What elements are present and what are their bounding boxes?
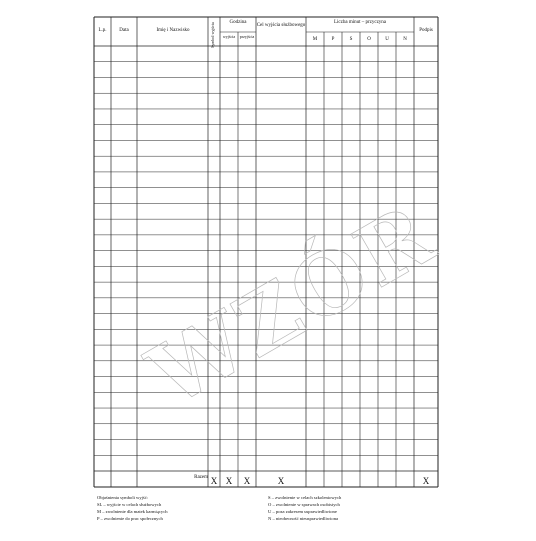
header-hours: Godzina	[229, 20, 247, 25]
header-code-m: M	[312, 37, 318, 42]
header-exit: wyjścia	[222, 34, 236, 39]
legend-right-3: U – poza zakresem usprawiedliwione	[268, 509, 337, 514]
total-label: Razem	[194, 475, 208, 480]
header-purpose: Cel wyjścia służbowego	[256, 23, 306, 28]
header-code-s: S	[349, 37, 353, 42]
header-name: Imię i Nazwisko	[156, 28, 190, 33]
legend-left-2: M – zwolnienie dla matek karmiących	[97, 509, 168, 514]
x-mark-symbol: X	[210, 476, 218, 486]
legend-right-2: O – zwolnienie w sprawach osobistych	[268, 502, 340, 507]
header-date: Data	[119, 28, 129, 33]
x-mark-exit: X	[225, 476, 233, 486]
header-code-n: N	[403, 37, 407, 42]
legend-left-3: P – zwolnienie do prac społecznych	[97, 516, 163, 521]
legend-left-1: SL – wyjście w celach służbowych	[97, 502, 162, 507]
legend-right-1: S – zwolnienie w celach szkoleniowych	[268, 495, 342, 500]
x-mark-return: X	[243, 476, 251, 486]
x-mark-signature: X	[422, 476, 430, 486]
legend-title: Objaśnienia symboli wyjść:	[97, 495, 149, 500]
x-mark-purpose: X	[277, 476, 285, 486]
header-symbol: Symbol wyjścia	[210, 22, 215, 48]
watermark: WZÓR	[132, 184, 452, 426]
header-signature: Podpis	[419, 28, 433, 33]
header-return: przyjścia	[239, 34, 255, 39]
header-lp: L.p.	[98, 28, 107, 33]
legend-right-4: N – nieobecność nieusprawiedliwiona	[268, 516, 339, 521]
header-minutes: Liczba minut – przyczyna	[333, 20, 387, 25]
header-code-u: U	[385, 37, 389, 42]
header-code-p: P	[331, 37, 335, 42]
header-code-o: O	[367, 37, 371, 42]
